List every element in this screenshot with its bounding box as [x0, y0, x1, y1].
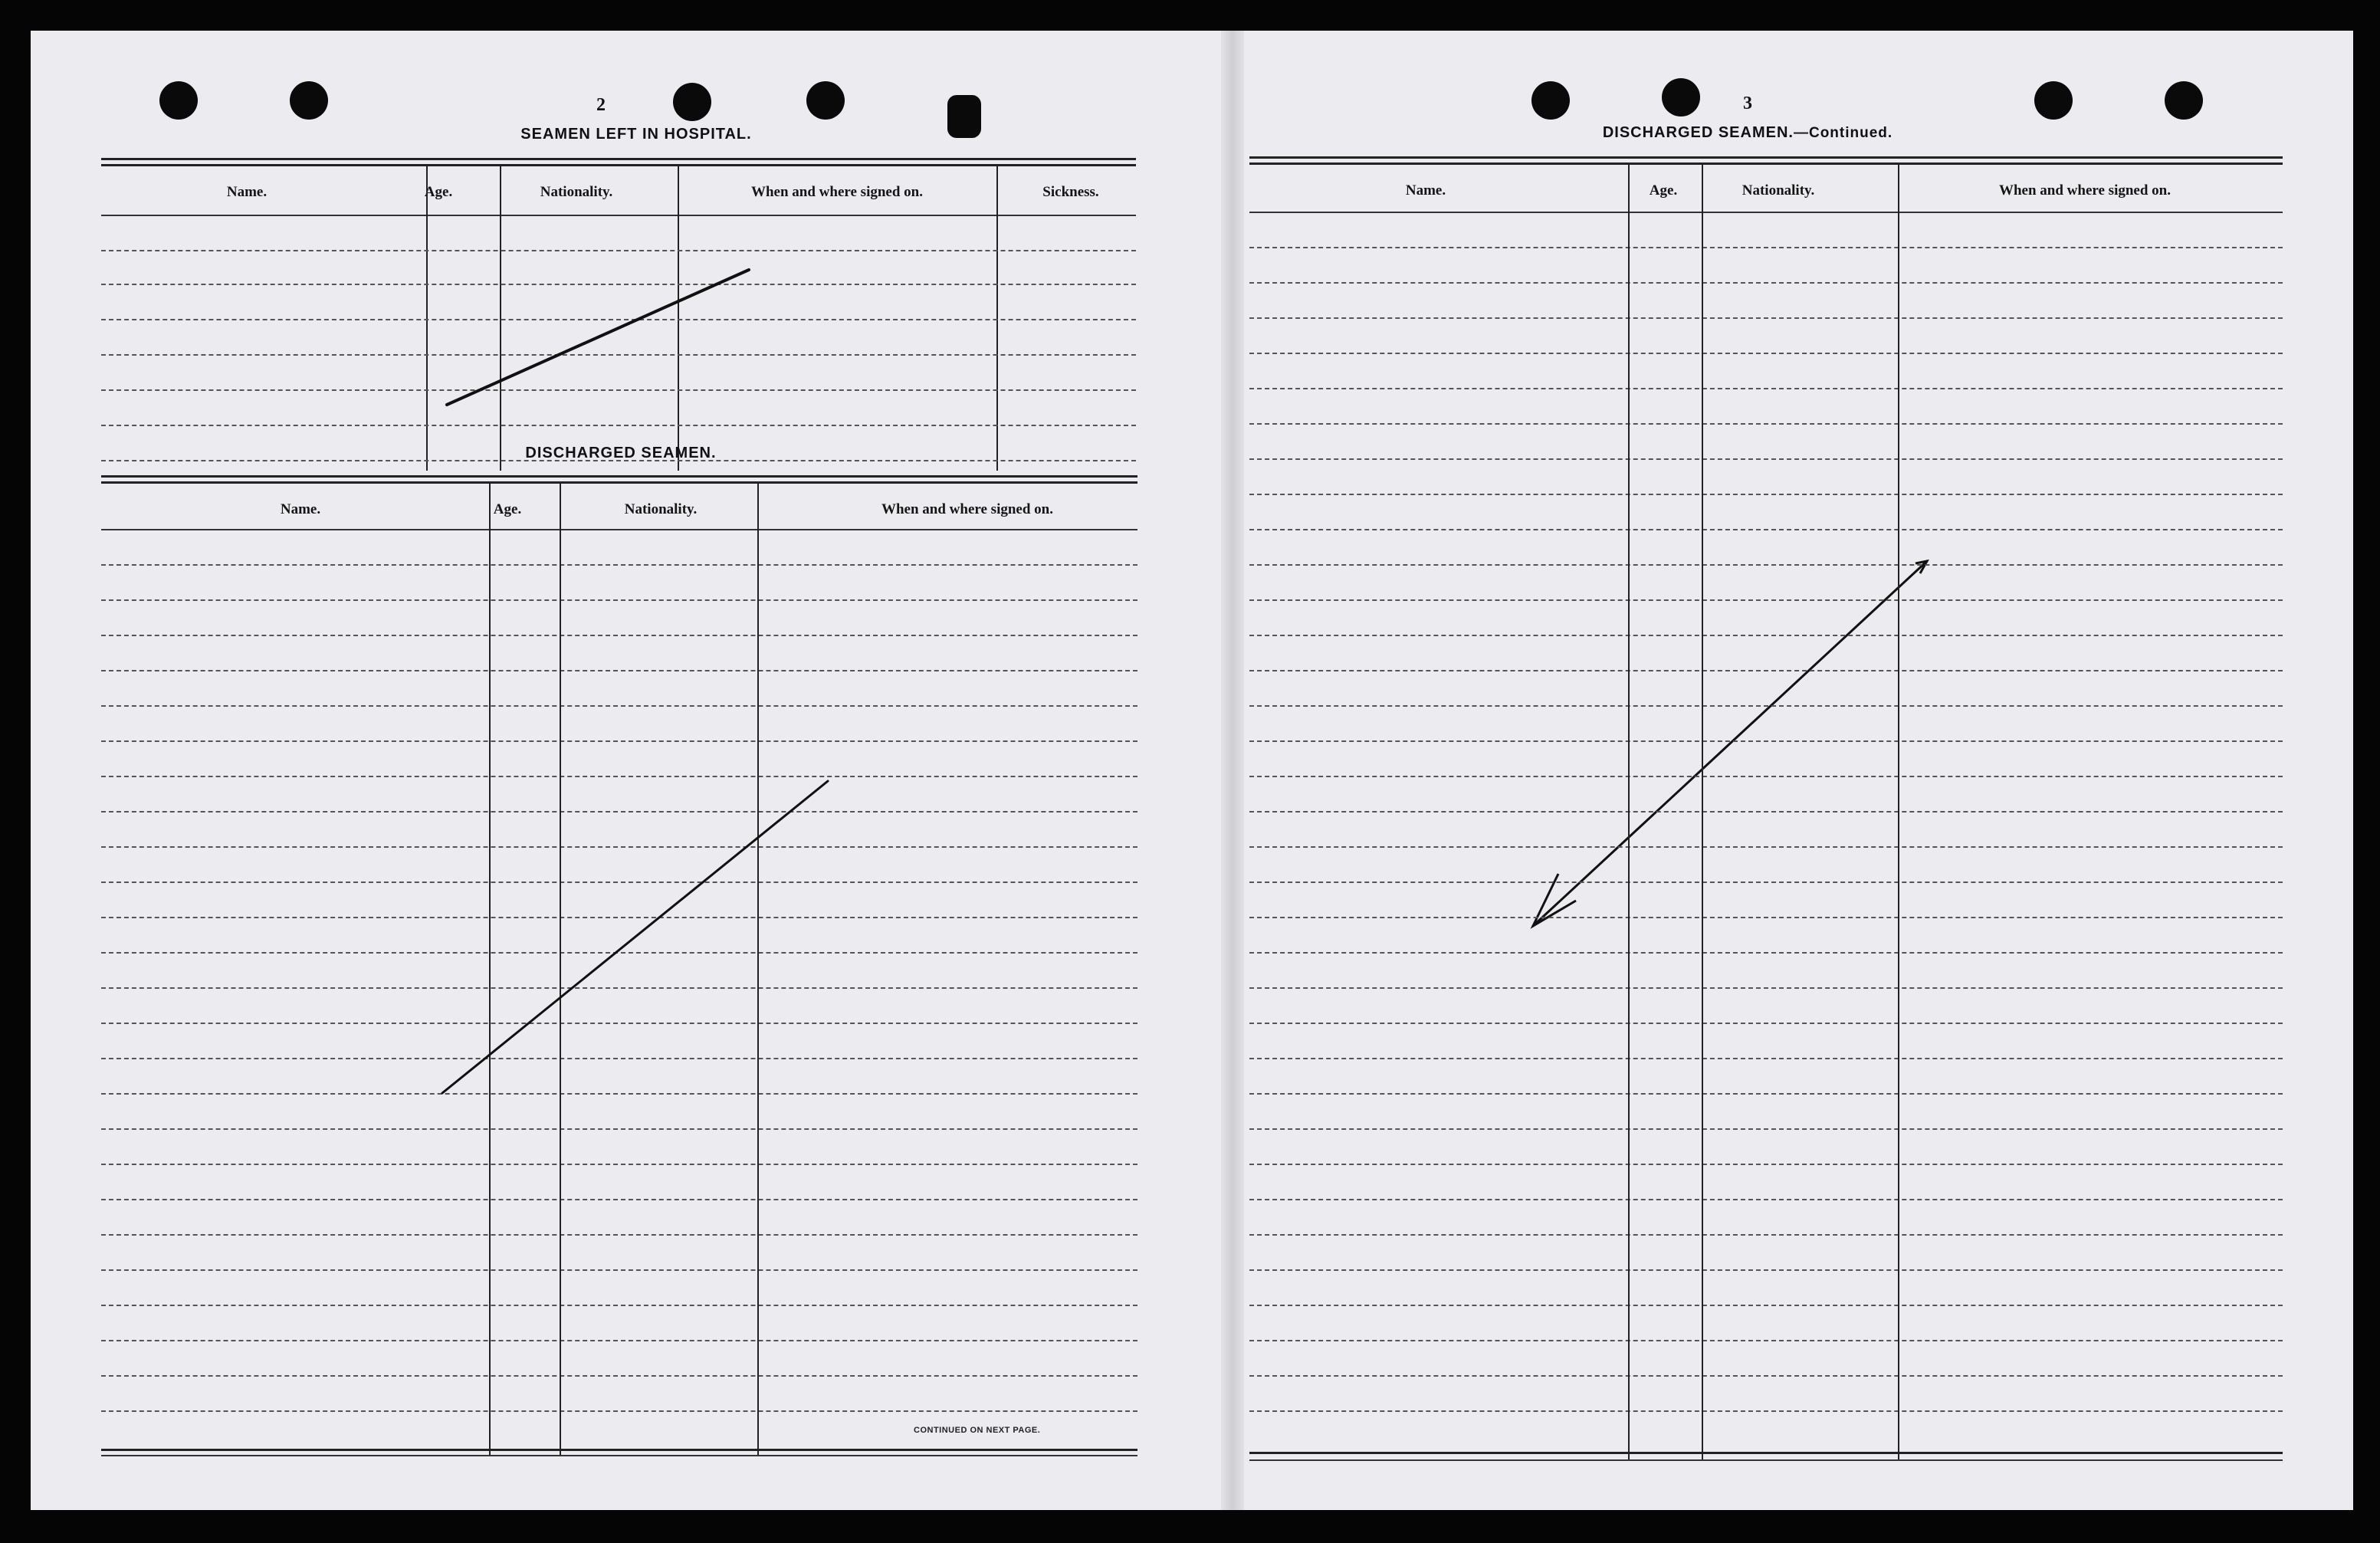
column-header: When and where signed on.: [750, 184, 923, 200]
column-header: Name.: [1405, 182, 1446, 199]
table-row: [1249, 1234, 2283, 1236]
table-row: [1249, 740, 2283, 742]
table-row: [1249, 635, 2283, 636]
table-row: [1249, 776, 2283, 777]
discharged-section-title: DISCHARGED SEAMEN.: [525, 445, 717, 461]
table-row: [1249, 1305, 2283, 1306]
table-row: [1249, 1340, 2283, 1341]
table-row: [1249, 1023, 2283, 1024]
table-row: [1249, 846, 2283, 848]
table-row: [1249, 317, 2283, 319]
column-header: Nationality.: [540, 184, 613, 200]
table-row: [1249, 564, 2283, 566]
column-header: When and where signed on.: [881, 501, 1053, 517]
table-row: [1249, 811, 2283, 813]
column-header: Nationality.: [1742, 182, 1815, 199]
table-row: [1249, 1410, 2283, 1412]
section-title-text: DISCHARGED SEAMEN.: [1602, 124, 1794, 141]
page-number-right: 3: [1743, 94, 1752, 113]
table-row: [1249, 423, 2283, 425]
column-header: Age.: [1649, 182, 1678, 199]
discharged-continued-title: [1548, 124, 1947, 142]
column-header: Name.: [226, 184, 268, 200]
table-row: [1249, 670, 2283, 671]
column-header: When and where signed on.: [1998, 182, 2171, 199]
table-row: [1249, 1128, 2283, 1130]
document-paper: [31, 31, 2353, 1510]
discharged-table-right: [1249, 155, 2283, 1467]
table-row: [1249, 1375, 2283, 1377]
hospital-section-title: SEAMEN LEFT IN HOSPITAL.: [520, 126, 752, 143]
table-row: [1249, 1269, 2283, 1271]
table-row: [1249, 353, 2283, 354]
table-row: [1249, 705, 2283, 707]
column-header: Name.: [280, 501, 321, 517]
table-row: [1249, 599, 2283, 601]
table-row: [1249, 1164, 2283, 1165]
table-row: [1249, 917, 2283, 918]
section-title-suffix: —Continued.: [1793, 125, 1893, 141]
table-row: [1249, 1199, 2283, 1200]
table-row: [1249, 529, 2283, 530]
table-row: [1249, 1093, 2283, 1095]
table-row: [1249, 952, 2283, 954]
column-header: Nationality.: [624, 501, 698, 517]
table-row: [1249, 247, 2283, 248]
table-row: [1249, 1058, 2283, 1059]
table-row: [1249, 881, 2283, 883]
table-row: [1249, 388, 2283, 389]
column-header: Age.: [493, 501, 522, 517]
table-row: [1249, 282, 2283, 284]
continued-note: CONTINUED ON NEXT PAGE.: [914, 1426, 1041, 1435]
column-header: Sickness.: [1042, 184, 1099, 200]
table-row: [1249, 494, 2283, 495]
table-row: [1249, 458, 2283, 460]
page-number-left: 2: [596, 95, 606, 115]
table-row: [1249, 987, 2283, 989]
column-header: Age.: [424, 184, 453, 200]
